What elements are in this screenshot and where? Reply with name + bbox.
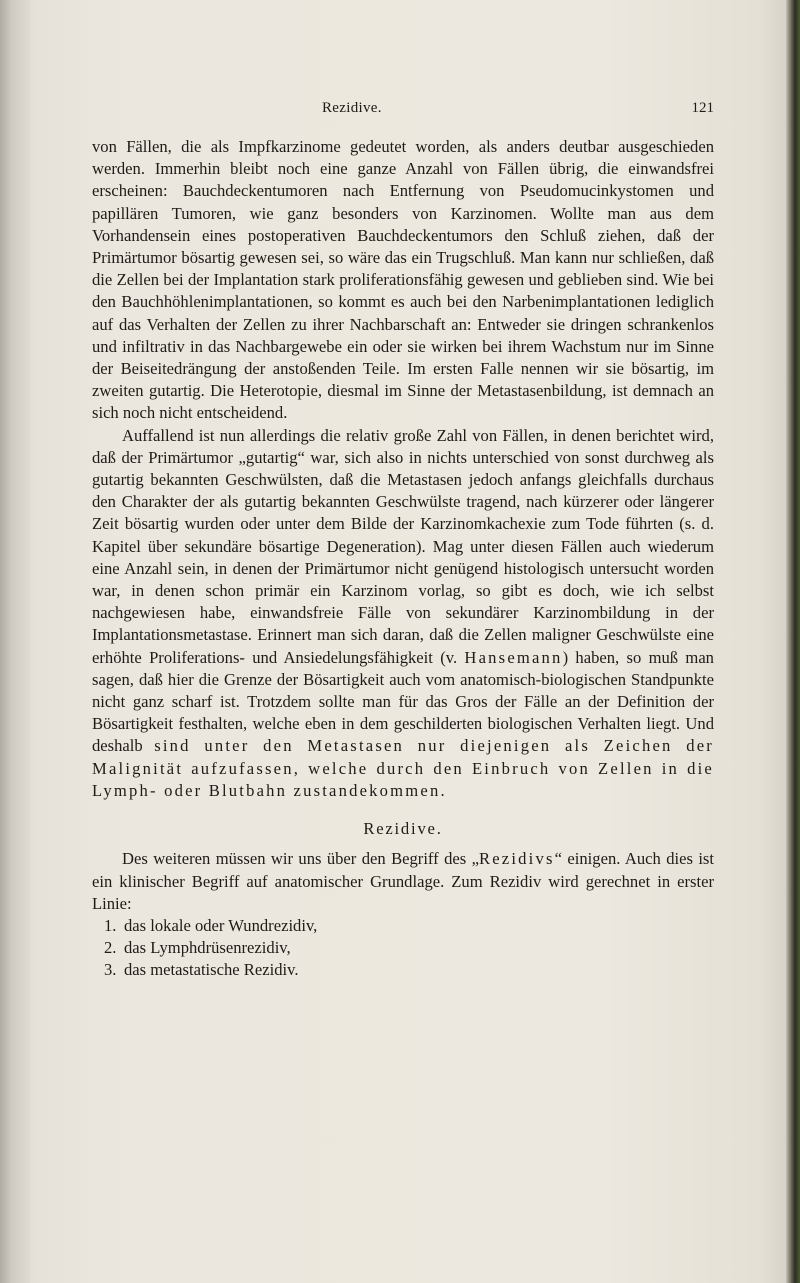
paragraph-3 (92, 848, 714, 915)
author-name: Hansemann (464, 647, 563, 667)
section-heading: Rezidive. (363, 819, 443, 839)
paragraph-2 (92, 425, 714, 802)
paragraph-3-end: “ einigen. Auch dies ist ein klinischer Begriff auf anatomischer Grundlage. Zum Rezidiv wird gerechnet in erster Linie: (92, 849, 714, 913)
list-text: das lokale oder Wundrezidiv, (124, 915, 318, 935)
term-rezidivs: Rezidivs (478, 849, 555, 869)
body-text (92, 136, 714, 982)
paragraph-2-text-cont: ) haben, so muß man sagen, daß hier die Grenze der Bösartigkeit auch vom anatomisch-biologischen Standpunkte nicht ganz scharf ist. Trotzdem sollte man für das Gros der Fälle an der Definition der Bösartigkeit festhalten, welche eben in dem geschilderten biologischen Verhalten liegt. Und deshalb (92, 647, 714, 756)
list-number: 3. (104, 960, 117, 980)
list-item (92, 915, 714, 937)
list-item (92, 959, 714, 981)
paragraph-2-text: Auffallend ist nun allerdings die relativ große Zahl von Fällen, in denen berichtet wird, daß der Primärtumor „gutartig“ war, sich also in nichts unterschied von sonst durchweg als gutartig bekannten Geschwülsten, daß die Metastasen jedoch anfangs gleichfalls durchaus den Charakter der als gutartig bekannten Geschwülste tragend, nach kürzerer oder längerer Zeit bösartig wurden oder unter dem Bilde der Karzinomkachexie zum Tode führten (s. d. Kapitel über sekundäre bösartige Degeneration). Mag unter diesen Fällen auch wiederum eine Anzahl sein, in denen der Primärtumor nicht genügend histologisch untersucht worden war, in denen schon primär ein Karzinom vorlag, so gibt es doch, wie ich selbst nachgewiesen habe, einwandsfreie Fälle von sekundärer Karzinombildung in der Implantationsmetastase. Erinnert man sich daran, daß die Zellen maligner Geschwülste eine erhöhte Proliferations- und Ansiedelungsfähigkeit (v. (92, 425, 714, 667)
running-head (92, 100, 714, 124)
list-item (92, 937, 714, 959)
list-text: das Lymphdrüsenrezidiv, (124, 938, 291, 958)
emphasized-conclusion: sind unter den Metastasen nur diejenigen als Zeichen der Malignität aufzufassen, welche durch den Einbruch von Zellen in die Lymph- oder Blutbahn zustandekommen. (92, 736, 714, 800)
paragraph-3-start: Des weiteren müssen wir uns über den Begriff des „ (122, 849, 479, 869)
list-text: das metastatische Rezidiv. (124, 960, 299, 980)
page-spine-shadow (0, 0, 30, 1283)
page-number: 121 (691, 100, 714, 116)
rezidiv-list (92, 915, 714, 982)
list-number: 1. (104, 915, 117, 935)
paragraph-1: von Fällen, die als Impfkarzinome gedeutet worden, als anders deutbar ausgeschieden werden. Immerhin bleibt noch eine ganze Anzahl von Fällen übrig, die einwandsfrei erscheinen: Bauchdeckentumoren nach Entfernung von Pseudomucinkystomen und papillären Tumoren, wie ganz besonders von Karzinomen. Wollte man aus dem Vorhandensein eines postoperativen Bauchdeckentumors den Schluß ziehen, daß der Primärtumor bösartig gewesen sei, so wäre das ein Trugschluß. Man kann nur schließen, daß die Zellen bei der Implantation stark proliferationsfähig gewesen und geblieben sind. Wie bei den Bauchhöhlenimplantationen, so kommt es auch bei den Narbenimplantationen lediglich auf das Verhalten der Zellen zu ihrer Nachbarschaft an: Entweder sie dringen schrankenlos und infiltrativ in das Nachbargewebe ein oder sie wirken bei ihrem Wachstum nur im Sinne der Beiseitedrängung der anstoßenden Teile. Im ersten Falle nennen wir sie bösartig, im zweiten gutartig. Die Heterotopie, diesmal im Sinne der Metastasenbildung, ist demnach an sich noch nicht entscheidend. (92, 137, 714, 423)
running-head-title: Rezidive. (322, 100, 382, 116)
page-edge (786, 0, 800, 1283)
list-number: 2. (104, 938, 117, 958)
